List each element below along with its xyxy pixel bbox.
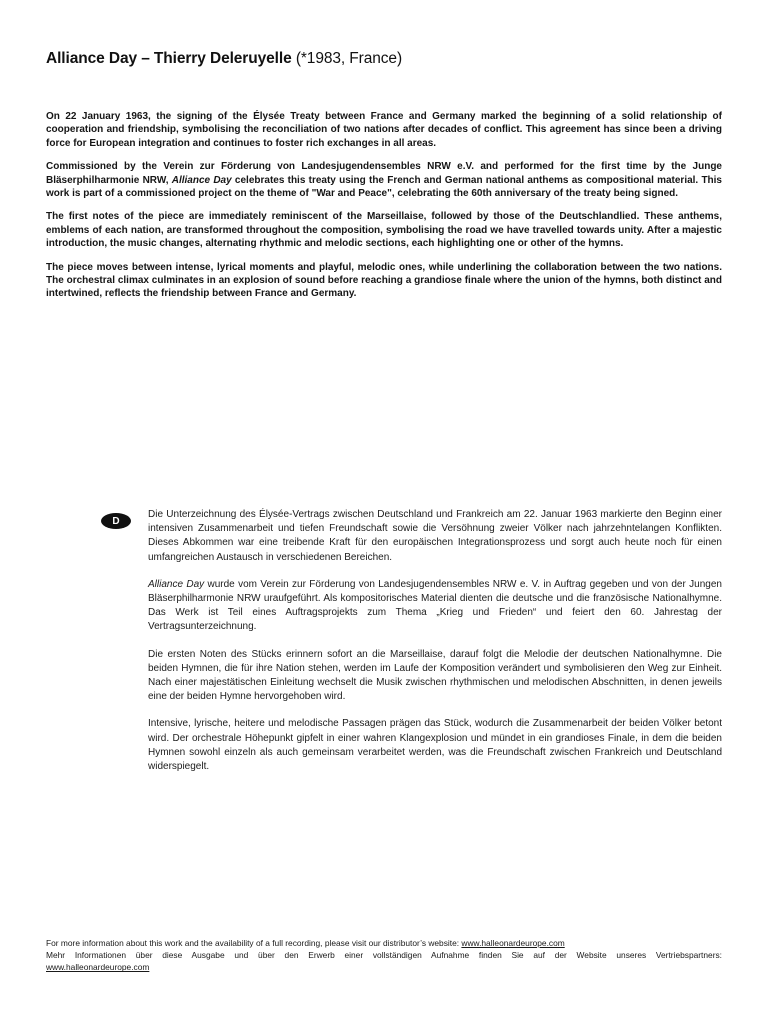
- language-badge-label: D: [112, 515, 120, 527]
- footer-german-text: Mehr Informationen über diese Ausgabe und über den Erwerb einer vollständigen Aufnahme finden Sie auf der Website unseres Vertriebspartners:: [46, 950, 722, 961]
- german-paragraph-2: [148, 578, 722, 635]
- english-paragraph-2: [46, 160, 722, 200]
- german-paragraph-4: Intensive, lyrische, heitere und melodische Passagen prägen das Stück, wodurch die Zusammenarbeit der beiden Völker betont wird. Der orchestrale Höhepunkt gipfelt in einer wahren Klangexplosion und mündet in ein grandioses Finale, in dem die beiden Hymnen sowohl einzeln als auch gemeinsam verarbeitet werden, was die Freundschaft zwischen Frankreich und Deutschland widerspiegelt.: [148, 718, 722, 773]
- english-paragraph-3: The first notes of the piece are immediately reminiscent of the Marseillaise, followed by those of the Deutschlandlied. These anthems, emblems of each nation, are transformed throughout the composition, symbolising the road we have travelled towards unity. After a majestic introduction, the music changes, alternating rhythmic and melodic sections, each highlighting one or other of the hymns.: [46, 211, 722, 250]
- german-description: [148, 508, 722, 787]
- work-title-italic: Alliance Day: [171, 174, 232, 186]
- footer-german-line: [46, 949, 722, 961]
- distributor-link-de[interactable]: www.halleonardeurope.com: [46, 962, 150, 973]
- footer-english-line: [46, 937, 722, 949]
- work-title-italic-de: Alliance Day: [148, 578, 205, 590]
- english-paragraph-4: The piece moves between intense, lyrical moments and playful, melodic ones, while underlining the collaboration between the two nations. The orchestral climax culminates in an explosion of sound before reaching a grandiose finale where the union of the hymns, both distinct and intertwined, reflects the friendship between France and Germany.: [46, 261, 722, 300]
- page-title: [46, 50, 402, 68]
- german-paragraph-2-rest: wurde vom Verein zur Förderung von Landesjugendensembles NRW e. V. in Auftrag gegeben und von der Jungen Bläserphilharmonie NRW uraufgeführt. Als kompositorisches Material dienten die deutsche und die französische Nationalhymne. Das Werk ist Teil eines Auftragsprojekts zum Thema „Krieg und Frieden“ und feiert den 60. Jahrestag der Vertragsunterzeichnung.: [148, 578, 722, 633]
- german-paragraph-3: Die ersten Noten des Stücks erinnern sofort an die Marseillaise, darauf folgt die Melodie der deutschen Nationalhymne. Die beiden Hymnen, die für ihre Nation stehen, werden im Laufe der Komposition verändert und symbolisieren den Weg zur Einheit. Nach einer majestätischen Einleitung wechselt die Musik zwischen rhythmischen und melodischen Abschnitten, in denen jeweils eine der beiden Hymne hervorgehoben wird.: [148, 648, 722, 703]
- title-text: Alliance Day – Thierry Deleruyelle: [46, 50, 292, 67]
- language-badge-icon: [101, 513, 131, 529]
- footer-english-text: For more information about this work and the availability of a full recording, please visit our distributor’s website:: [46, 938, 462, 948]
- english-paragraph-2-rest: celebrates this treaty using the French and German national anthems as compositional material. This work is part of a commissioned project on the theme of "War and Peace", celebrating the 60th anniversary of the treaty being signed.: [46, 174, 722, 200]
- footer: [46, 937, 722, 974]
- english-paragraph-1: On 22 January 1963, the signing of the Élysée Treaty between France and Germany marked the beginning of a solid relationship of cooperation and friendship, symbolising the reconciliation of two nations after decades of conflict. This agreement has since been a driving force for European integration and continues to foster rich exchanges in all areas.: [46, 111, 722, 149]
- english-description: [46, 110, 722, 311]
- composer-meta: (*1983, France): [295, 50, 403, 67]
- footer-german-link-line: [46, 961, 722, 973]
- english-paragraph-2-intro: Commissioned by the Verein zur Förderung von Landesjugendensembles NRW e.V. and performed for the first time by the Junge Bläserphilharmonie NRW,: [46, 161, 722, 186]
- german-paragraph-1: Die Unterzeichnung des Élysée-Vertrags zwischen Deutschland und Frankreich am 22. Januar 1963 markierte den Beginn einer intensiven Zusammenarbeit und tiefen Freundschaft sowie die Versöhnung zweier Völker nach jahrzehntelangen Konflikten. Dieses Abkommen war eine treibende Kraft für den europäischen Integrationsprozess und sorgt auch heute noch für einen umfangreichen Austausch in verschiedenen Bereichen.: [148, 509, 722, 563]
- distributor-link-en[interactable]: www.halleonardeurope.com: [461, 938, 565, 948]
